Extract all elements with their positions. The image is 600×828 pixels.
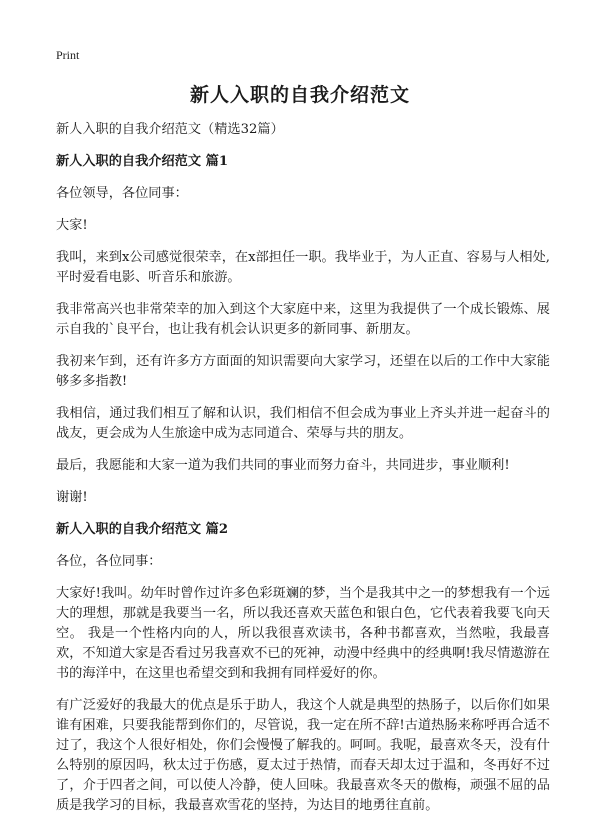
- paragraph: 最后，我愿能和大家一道为我们共同的事业而努力奋斗，共同进步，事业顺利!: [56, 458, 510, 473]
- paragraph: 大家好!我叫。幼年时曾作过许多色彩斑斓的梦，当个是我其中之一的梦想我有一个远大的理想，那就是我要当一名，所以我还喜欢天蓝色和银白色，它代表着我要飞向天空。 我是一个性格内向的人，所以我很喜欢读书，各种书都喜欢，当然啦，我最喜欢，不知道大家是否看过另我喜欢不已的死神，动漫中经典中的经典啊!我尽情遨游在书的海洋中，在这里也希望交到和我拥有同样爱好的你。: [56, 586, 550, 681]
- paragraph: 大家!: [56, 218, 88, 233]
- document-subtitle: 新人入职的自我介绍范文（精选32篇）: [56, 122, 284, 137]
- paragraph: 有广泛爱好的我最大的优点是乐于助人，我这个人就是典型的热肠子，以后你们如果谁有困难，只要我能帮到你们的，尽管说，我一定在所不辞!古道热肠来称呼再合适不过了，我这个人很好相处，你们会慢慢了解我的。呵呵。我呢，最喜欢冬天，没有什么特别的原因吗，秋太过于伤感，夏太过于热情，而春天却太过于温和，冬再好不过了，介于四者之间，可以使人冷静，使人回味。我最喜欢冬天的傲梅，顽强不屈的品质是我学习的目标，我最喜欢雪花的坚持，为达目的地勇往直前。: [56, 698, 550, 813]
- paragraph: 我叫，来到x公司感觉很荣幸，在x部担任一职。我毕业于，为人正直、容易与人相处,平时爱看电影、听音乐和旅游。: [56, 250, 550, 285]
- paragraph: 我初来乍到，还有许多方方面面的知识需要向大家学习，还望在以后的工作中大家能够多多指教!: [56, 354, 550, 389]
- document-title: 新人入职的自我介绍范文: [189, 84, 410, 106]
- paragraph: 各位领导，各位同事：: [56, 186, 188, 201]
- paragraph: 我非常高兴也非常荣幸的加入到这个大家庭中来，这里为我提供了一个成长锻炼、展示自我的`良平台，也让我有机会认识更多的新同事、新朋友。: [56, 302, 550, 337]
- document-body: [56, 120, 550, 828]
- paragraph: 我相信，通过我们相互了解和认识，我们相信不但会成为事业上齐头并进一起奋斗的战友，更会成为人生旅途中成为志同道合、荣辱与共的朋友。: [56, 406, 550, 441]
- paragraph: 谢谢!: [56, 490, 88, 505]
- print-label: Print: [56, 48, 80, 62]
- section-heading-2: 新人入职的自我介绍范文 篇2: [56, 522, 229, 537]
- section-heading-1: 新人入职的自我介绍范文 篇1: [56, 154, 229, 169]
- paragraph: 各位，各位同事：: [56, 554, 162, 569]
